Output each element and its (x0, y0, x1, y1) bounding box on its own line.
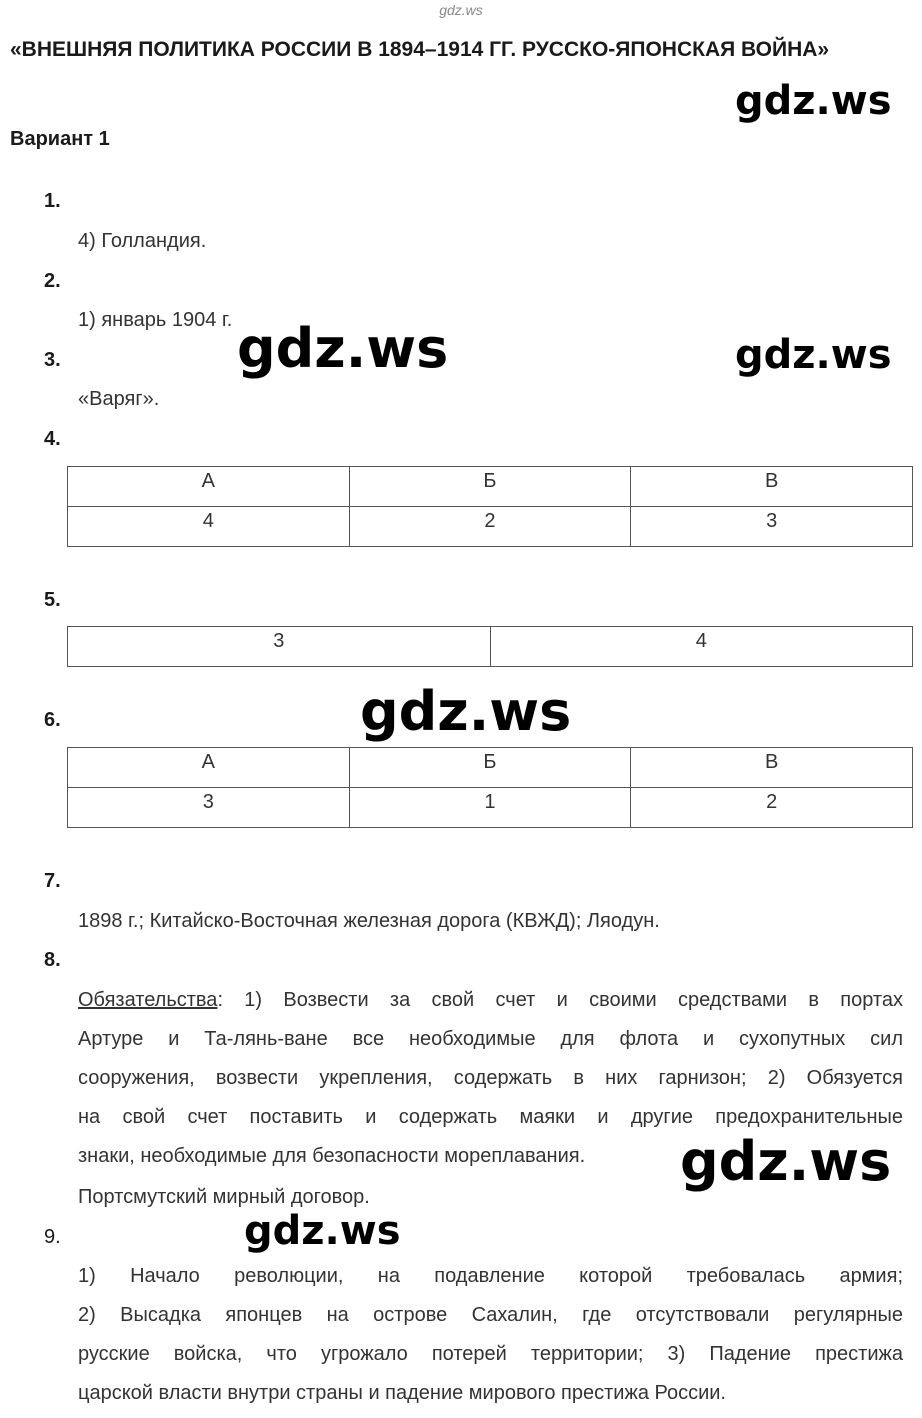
table-cell: Б (349, 748, 631, 788)
page-title: «ВНЕШНЯЯ ПОЛИТИКА РОССИИ В 1894–1914 ГГ. РУССКО-ЯПОНСКАЯ ВОЙНА» (10, 38, 830, 61)
question-6-table (67, 747, 913, 828)
table-cell: 4 (490, 627, 913, 667)
watermark: gdz.ws (244, 1208, 401, 1254)
question-4-table (67, 466, 913, 547)
table-row (68, 788, 913, 828)
question-8-number: 8. (44, 949, 61, 971)
question-1-number: 1. (44, 190, 61, 212)
table-cell: В (631, 467, 913, 507)
answer-line: сооружения, возвести укрепления, содержать в них гарнизон; 2) Обязуется (78, 1067, 903, 1089)
watermark: gdz.ws (360, 680, 572, 743)
top-watermark: gdz.ws (439, 2, 483, 18)
answer-line: 1) Начало революции, на подавление которой требовалась армия; (78, 1265, 903, 1287)
table-cell: 3 (68, 627, 491, 667)
obligations-label: Обязательства (78, 989, 218, 1011)
table-cell: 1 (349, 788, 631, 828)
question-7-answer: 1898 г.; Китайско-Восточная железная дорога (КВЖД); Ляодун. (78, 910, 660, 932)
table-header-row (68, 748, 913, 788)
question-9-answer (78, 1257, 903, 1413)
answer-line: 2) Высадка японцев на острове Сахалин, где отсутствовали регулярные (78, 1304, 903, 1326)
table-cell: 2 (349, 507, 631, 547)
answer-line: царской власти внутри страны и падение мирового престижа России. (78, 1382, 726, 1404)
question-6-number: 6. (44, 709, 61, 731)
table-cell: 3 (68, 788, 350, 828)
answer-line: Артуре и Та-лянь-ване все необходимые для флота и сухопутных сил (78, 1028, 903, 1050)
question-9-number: 9. (44, 1226, 61, 1248)
question-7-number: 7. (44, 870, 61, 892)
question-5-number: 5. (44, 589, 61, 611)
question-5-table (67, 626, 913, 667)
table-row (68, 507, 913, 547)
question-2-answer: 1) январь 1904 г. (78, 309, 233, 331)
watermark: gdz.ws (680, 1130, 892, 1193)
table-row (68, 627, 913, 667)
answer-line: русские войска, что угрожало потерей территории; 3) Падение престижа (78, 1343, 903, 1365)
answer-line: Обязательства: 1) Возвести за свой счет и своими средствами в портах (78, 989, 903, 1011)
answer-line: на свой счет поставить и содержать маяки и другие предохранительные (78, 1106, 903, 1128)
answer-line: знаки, необходимые для безопасности мореплавания. (78, 1145, 586, 1167)
watermark: gdz.ws (735, 332, 892, 378)
table-header-row (68, 467, 913, 507)
watermark: gdz.ws (735, 78, 892, 124)
watermark: gdz.ws (237, 317, 449, 380)
table-cell: А (68, 748, 350, 788)
variant-heading: Вариант 1 (10, 128, 110, 150)
table-cell: А (68, 467, 350, 507)
question-8-extra-answer: Портсмутский мирный договор. (78, 1186, 370, 1208)
question-1-answer: 4) Голландия. (78, 230, 207, 252)
table-cell: 2 (631, 788, 913, 828)
table-cell: 3 (631, 507, 913, 547)
question-3-answer: «Варяг». (78, 388, 160, 410)
table-cell: В (631, 748, 913, 788)
question-3-number: 3. (44, 349, 61, 371)
table-cell: Б (349, 467, 631, 507)
question-4-number: 4. (44, 428, 61, 450)
question-2-number: 2. (44, 270, 61, 292)
table-cell: 4 (68, 507, 350, 547)
